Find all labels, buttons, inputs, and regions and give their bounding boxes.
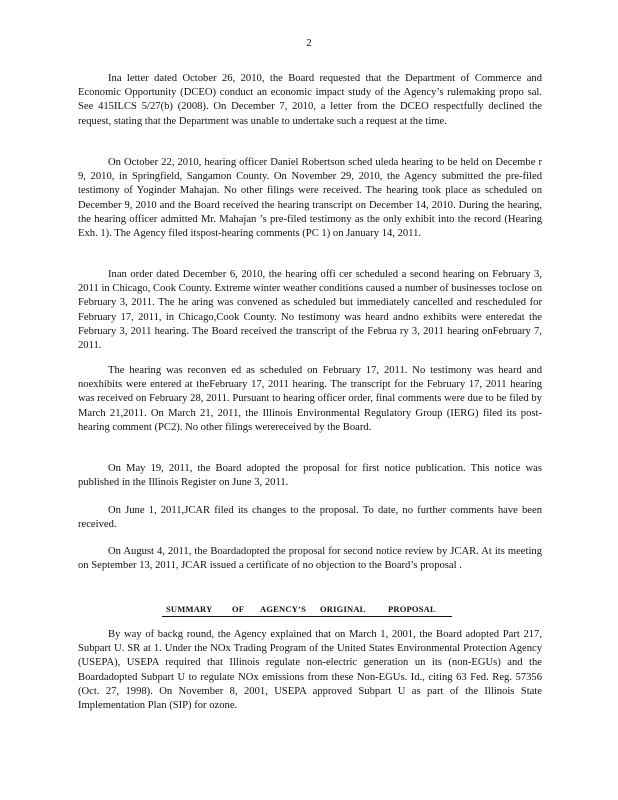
paragraph-second-notice: On August 4, 2011, the Boardadopted the proposal for second notice review by JCAR. At its meeting on September 13, 2011, JCAR issued a certificate of no objection to the Board’s proposal . [78, 546, 542, 572]
section-heading [162, 604, 452, 617]
paragraph-dceo-request: Ina letter dated October 26, 2010, the Board requested that the Department of Commerce and Economic Opportunity (DCEO) conduct an economic impact study of the Agency’s rulemaking propo sal. See 415ILCS 5/27(b) (2008). On December 7, 2010, a letter from the DCEO respectfully declined the request, stating that the Department was unable to undertake such a request at the time. [78, 73, 542, 127]
paragraph-second-hearing: Inan order dated December 6, 2010, the hearing offi cer scheduled a second hearing on February 3, 2011 in Chicago, Cook County. Extreme winter weather conditions caused a number of businesses toclose on February 3, 2011. The he aring was convened as scheduled but immediately cancelled and rescheduled for February 17, 2011, in Chicago,Cook County. No testimony was heard andno exhibits were enteredat the February 3, 2011 hearing. The Board received the transcript of the Februa ry 3, 2011 hearing onFebruary 7, 2011. [78, 269, 542, 352]
paragraph-jcar-changes: On June 1, 2011,JCAR filed its changes to the proposal. To date, no further comments have been received. [78, 505, 542, 531]
paragraph-background: By way of backg round, the Agency explained that on March 1, 2001, the Board adopted Part 217, Subpart U. SR at 1. Under the NOx Trading Program of the United States Environmental Protection Agency (USEPA), USEPA required that Illinois regulate non-electric generation un its (non-EGUs) and the Boardadopted Subpart U to regulate NOx emissions from these Non-EGUs. Id., citing 63 Fed. Reg. 57356 (Oct. 27, 1998). On November 8, 2001, USEPA approved Subpart U as part of the Illinois State Implementation Plan (SIP) for ozone. [78, 629, 542, 712]
heading-word: PROPOSAL [388, 604, 436, 614]
paragraph-reconvened-hearing: The hearing was reconven ed as scheduled on February 17, 2011. No testimony was heard and noexhibits were entered at theFebruary 17, 2011 hearing. The transcript for the February 17, 2011 hearing was received on February 28, 2011. Pursuant to hearing officer order, final comments were due to be filed by March 21,2011. On March 21, 2011, the Illinois Environmental Regulatory Group (IERG) filed its post-hearing comment (PC2). No other filings werereceived by the Board. [78, 365, 542, 433]
heading-word: OF [232, 604, 245, 614]
heading-word: ORIGINAL [320, 604, 366, 614]
heading-word: AGENCY’S [260, 604, 306, 614]
paragraph-first-notice: On May 19, 2011, the Board adopted the proposal for first notice publication. This notice was published in the Illinois Register on June 3, 2011. [78, 463, 542, 489]
page-number: 2 [306, 37, 312, 49]
heading-word: SUMMARY [166, 604, 213, 614]
paragraph-first-hearing: On October 22, 2010, hearing officer Daniel Robertson sched uleda hearing to be held on Decembe r 9, 2010, in Springfield, Sangamon County. On November 29, 2010, the Agency submitted the pre-filed testimony of Yoginder Mahajan. No other filings were received. The hearing took place as scheduled on December 9, 2010 and the Board received the hearing transcript on December 14, 2010. During the hearing, the hearing officer admitted Mr. Mahajan ’s pre-filed testimony as the only exhibit into the record (Hearing Exh. 1). The Agency filed itspost-hearing comments (PC 1) on January 14, 2011. [78, 157, 542, 240]
